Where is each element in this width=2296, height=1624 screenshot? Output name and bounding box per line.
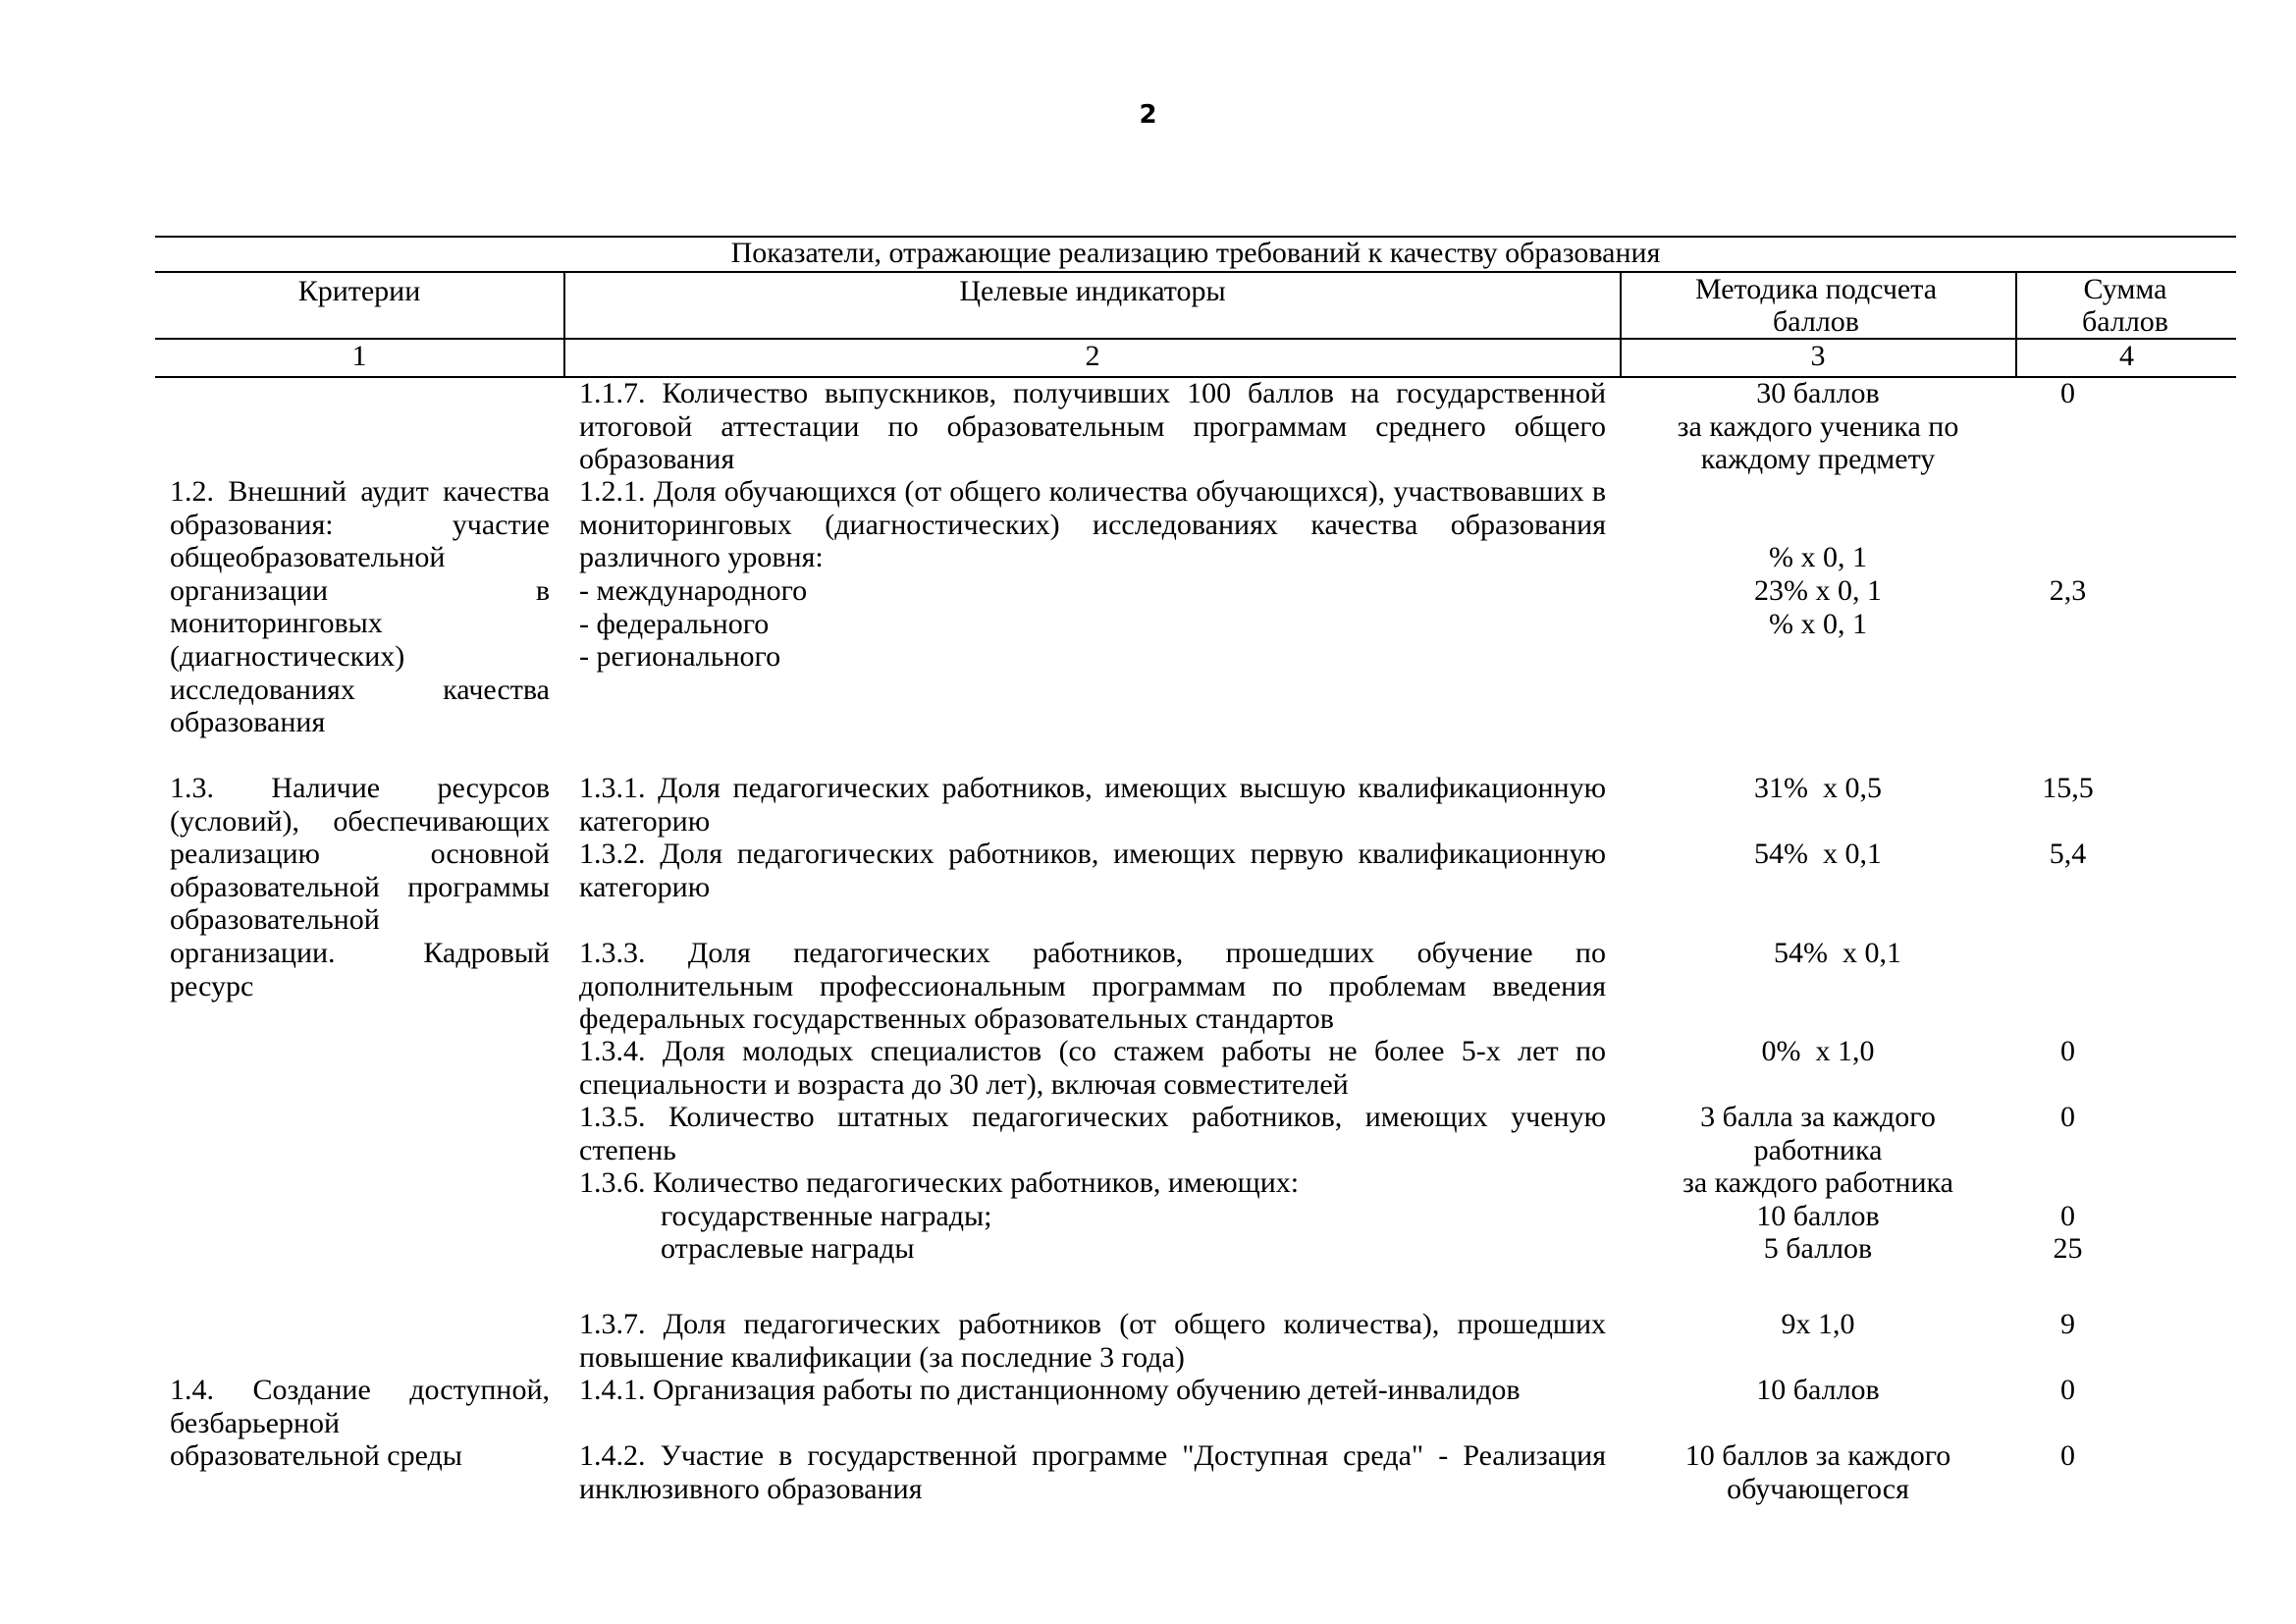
method-1-3-5-l1: 3 балла за каждого: [1700, 1101, 1936, 1133]
criteria-1-3: 1.3. Наличие ресурсов (условий), обеспечивающих реализацию основной образовательной программы образовательной организации. Кадровый ресурс: [170, 772, 550, 1002]
indicator-1-4-1: 1.4.1. Организация работы по дистанционному обучению детей-инвалидов: [579, 1374, 1521, 1406]
criteria-1-2: 1.2. Внешний аудит качества образования: участие общеобразовательной организации в мониторинговых (диагностических) исследованиях качества образования: [170, 475, 550, 739]
method-1-3-6-state: 10 баллов: [1756, 1200, 1880, 1232]
indicator-1-3-1: 1.3.1. Доля педагогических работников, имеющих высшую квалификационную категорию: [579, 772, 1606, 838]
method-1-3-4: 0% х 1,0: [1761, 1035, 1875, 1067]
indicator-1-2-1-reg: - регионального: [579, 640, 781, 673]
method-1-3-5-l2: работника: [1753, 1134, 1883, 1166]
sum-1-3-6-state: 0: [2060, 1200, 2075, 1232]
indicator-1-3-6-branch: отраслевые награды: [661, 1232, 915, 1265]
method-1-3-3: 54% х 0,1: [1774, 937, 1901, 969]
indicator-1-3-3: 1.3.3. Доля педагогических работников, прошедших обучение по дополнительным профессиональным программам по проблемам введения федеральных государственных образовательных стандартов: [579, 937, 1606, 1036]
method-1-2-1-fed: 23% х 0, 1: [1754, 574, 1882, 607]
page-number: 2: [1139, 100, 1157, 130]
indicator-1-3-6-state: государственные награды;: [661, 1200, 992, 1232]
header-criteria: Критерии: [297, 275, 421, 307]
header-indicators: Целевые индикаторы: [959, 275, 1226, 307]
indicator-1-3-2: 1.3.2. Доля педагогических работников, имеющих первую квалификационную категорию: [579, 838, 1606, 903]
method-1-3-1: 31% х 0,5: [1754, 772, 1882, 804]
method-1-3-6-branch: 5 баллов: [1763, 1232, 1873, 1265]
header-sum: Сумма баллов: [2082, 273, 2168, 338]
indicator-1-3-4: 1.3.4. Доля молодых специалистов (со стажем работы не более 5-х лет по специальности и возраста до 30 лет), включая совместителей: [579, 1035, 1606, 1101]
table-title: Показатели, отражающие реализацию требований к качеству образования: [730, 237, 1661, 269]
sum-1-1-7: 0: [2060, 377, 2075, 409]
indicator-1-3-5: 1.3.5. Количество штатных педагогических работников, имеющих ученую степень: [579, 1101, 1606, 1166]
method-1-3-2: 54% х 0,1: [1754, 838, 1882, 870]
indicator-1-3-7: 1.3.7. Доля педагогических работников (от общего количества), прошедших повышение квалификации (за последние 3 года): [579, 1308, 1606, 1374]
method-1-1-7-l1: 30 баллов: [1756, 377, 1880, 409]
indicator-1-2-1: 1.2.1. Доля обучающихся (от общего количества обучающихся), участвовавших в мониторинговых (диагностических) исследованиях качества образования различного уровня:: [579, 475, 1606, 574]
sum-1-3-2: 5,4: [2049, 838, 2087, 870]
method-1-1-7-l2: за каждого ученика по: [1677, 410, 1959, 443]
sum-1-4-1: 0: [2060, 1374, 2075, 1406]
method-1-3-7: 9х 1,0: [1781, 1308, 1855, 1340]
method-1-4-1: 10 баллов: [1756, 1374, 1880, 1406]
sum-1-2-1: 2,3: [2049, 574, 2087, 607]
sum-1-3-6-branch: 25: [2053, 1232, 2083, 1265]
indicator-1-4-2: 1.4.2. Участие в государственной программе "Доступная среда" - Реализация инклюзивного образования: [579, 1439, 1606, 1505]
sum-1-3-5: 0: [2060, 1101, 2075, 1133]
header-method: Методика подсчета баллов: [1694, 273, 1938, 338]
colnum-3: 3: [1810, 340, 1826, 372]
indicator-1-1-7: 1.1.7. Количество выпускников, получивших 100 баллов на государственной итоговой аттестации по образовательным программам среднего общего образования: [579, 377, 1606, 476]
indicator-1-3-6: 1.3.6. Количество педагогических работников, имеющих:: [579, 1166, 1300, 1199]
method-1-4-2-l2: обучающегося: [1727, 1473, 1909, 1505]
method-1-2-1-intl: % х 0, 1: [1769, 541, 1867, 573]
sum-1-3-7: 9: [2060, 1308, 2075, 1340]
method-1-2-1-reg: % х 0, 1: [1769, 608, 1867, 640]
colnum-2: 2: [1085, 340, 1100, 372]
indicator-1-2-1-fed: - федерального: [579, 608, 770, 640]
sum-1-3-4: 0: [2060, 1035, 2075, 1067]
method-1-1-7-l3: каждому предмету: [1700, 443, 1936, 475]
sum-1-4-2: 0: [2060, 1439, 2075, 1472]
criteria-1-4: 1.4. Создание доступной, безбарьерной образовательной среды: [170, 1374, 550, 1473]
indicator-1-2-1-intl: - международного: [579, 574, 808, 607]
colnum-1: 1: [351, 340, 367, 372]
method-1-3-6-l1: за каждого работника: [1682, 1166, 1953, 1199]
sum-1-3-1: 15,5: [2042, 772, 2094, 804]
method-1-4-2-l1: 10 баллов за каждого: [1684, 1439, 1951, 1472]
colnum-4: 4: [2119, 340, 2134, 372]
